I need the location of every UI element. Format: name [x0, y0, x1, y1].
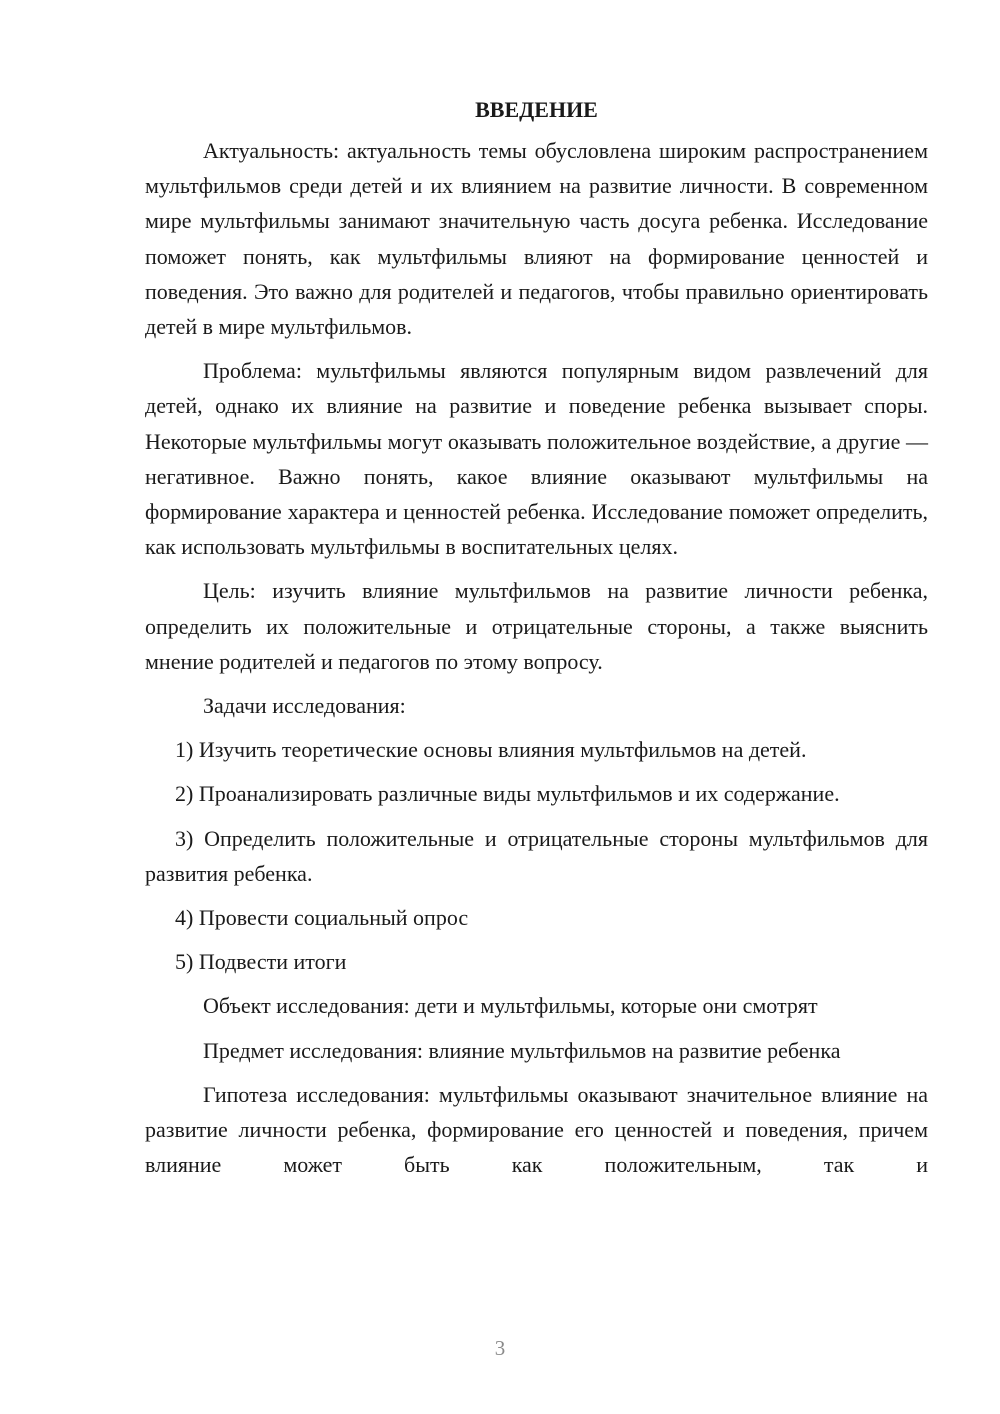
paragraph-relevance: Актуальность: актуальность темы обусловлена широким распространением мультфильмов среди детей и их влиянием на развитие личности. В современном мире мультфильмы занимают значительную часть досуга ребенка. Исследование поможет понять, как мультфильмы влияют на формирование ценностей и поведения. Это важно для родителей и педагогов, чтобы правильно ориентировать детей в мире мультфильмов. — [145, 138, 928, 340]
task-item-2: 2) Проанализировать различные виды мультфильмов и их содержание. — [175, 781, 840, 807]
paragraph-hypothesis: Гипотеза исследования: мультфильмы оказывают значительное влияние на развитие личности ребенка, формирование его ценностей и поведения, причем влияние может быть как положительным, так и — [145, 1081, 928, 1178]
paragraph-problem: Проблема: мультфильмы являются популярным видом развлечений для детей, однако их влияние на развитие и поведение ребенка вызывает споры. Некоторые мультфильмы могут оказывать положительное воздействие, а другие — негативное. Важно понять, какое влияние оказывают мультфильмы на формирование характера и ценностей ребенка. Исследование поможет определить, как использовать мультфильмы в воспитательных целях. — [145, 358, 928, 560]
task-item-5: 5) Подвести итоги — [175, 949, 347, 975]
document-page — [145, 92, 928, 1191]
section-title: ВВЕДЕНИЕ — [475, 97, 598, 122]
paragraph-object: Объект исследования: дети и мультфильмы, которые они смотрят — [203, 993, 818, 1019]
page-number: 3 — [494, 1336, 506, 1360]
paragraph-subject: Предмет исследования: влияние мультфильмов на развитие ребенка — [203, 1037, 841, 1063]
task-item-1: 1) Изучить теоретические основы влияния мультфильмов на детей. — [175, 737, 807, 763]
task-item-4: 4) Провести социальный опрос — [175, 905, 469, 931]
paragraph-tasks-heading: Задачи исследования: — [203, 693, 406, 719]
paragraph-goal: Цель: изучить влияние мультфильмов на развитие личности ребенка, определить их положительные и отрицательные стороны, а также выяснить мнение родителей и педагогов по этому вопросу. — [145, 578, 928, 674]
task-item-3: 3) Определить положительные и отрицательные стороны мультфильмов для развития ребенка. — [145, 825, 928, 886]
